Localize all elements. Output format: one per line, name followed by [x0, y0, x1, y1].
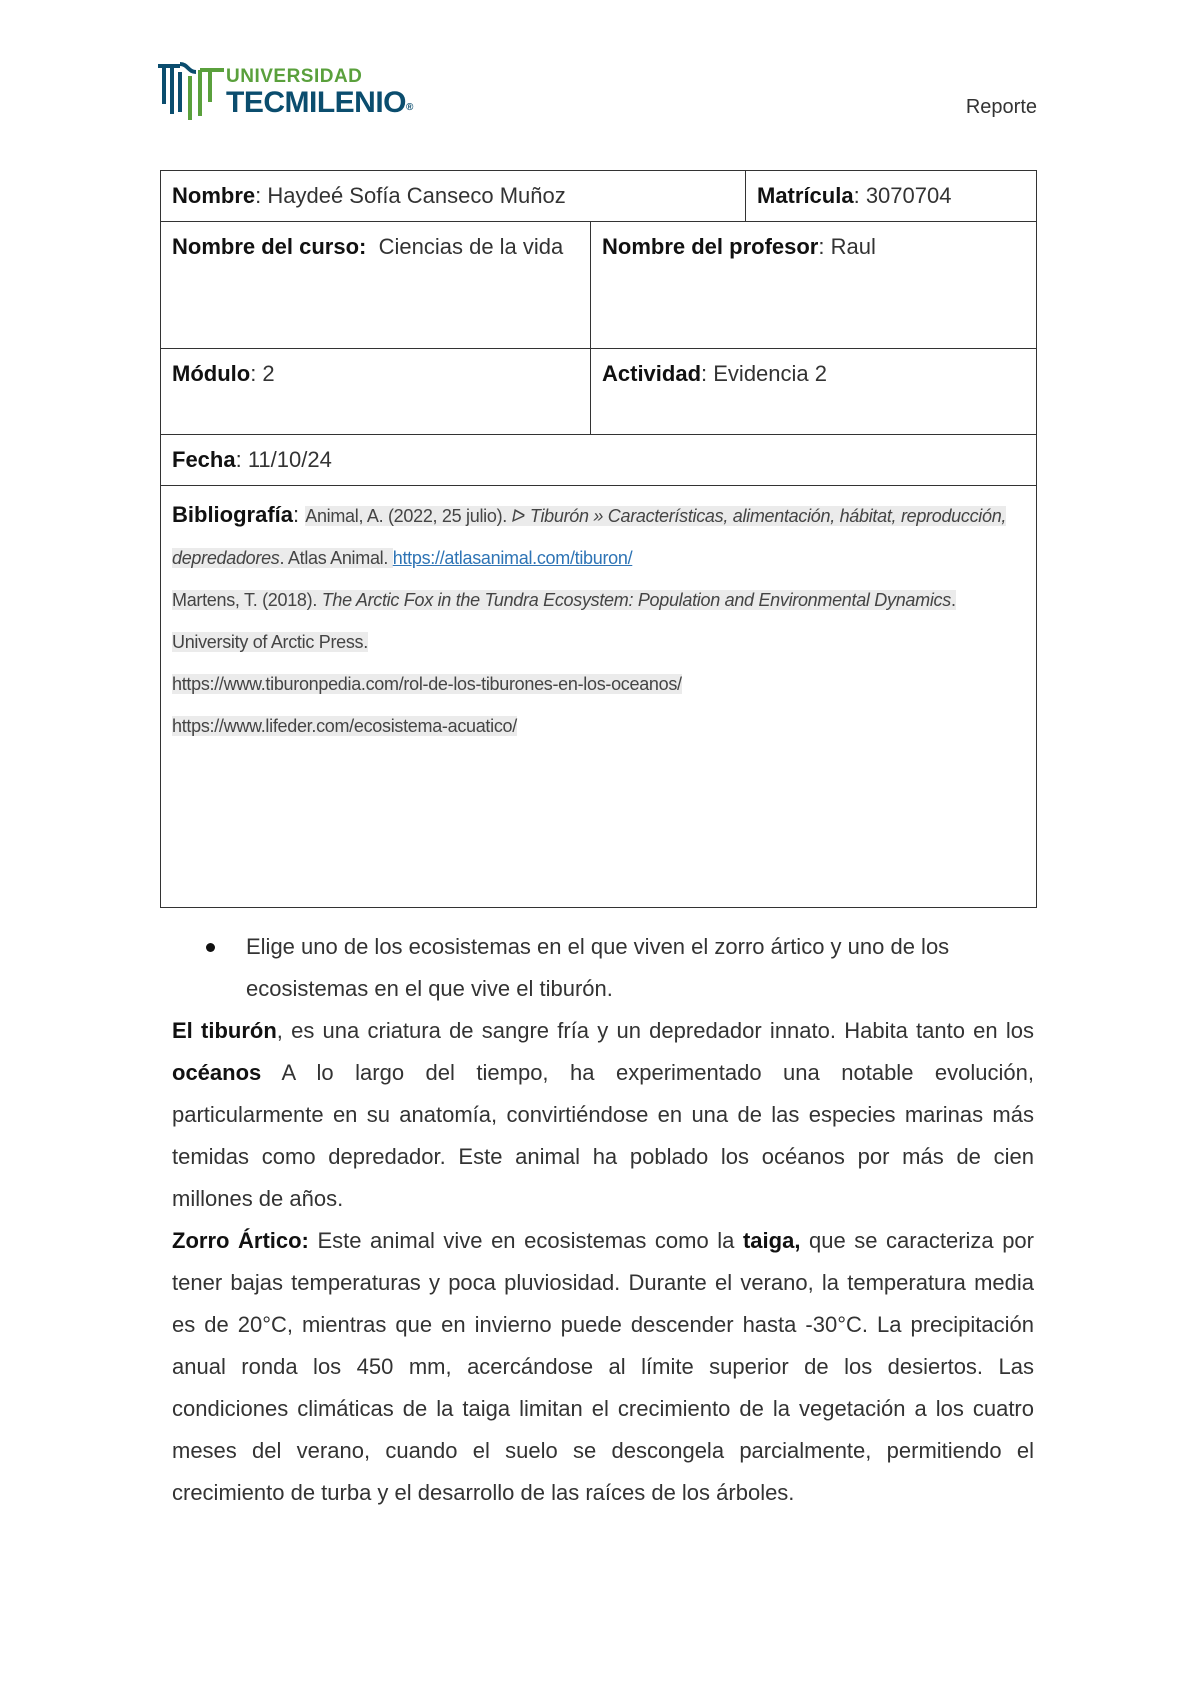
- student-info-table: [160, 170, 1037, 908]
- nombre-label: Nombre: [172, 183, 256, 208]
- tecmilenio-emblem-icon: [158, 62, 224, 126]
- actividad-label: Actividad: [602, 361, 702, 386]
- university-logo: [158, 62, 448, 126]
- nombre-value: : Haydeé Sofía Canseco Muñoz: [255, 183, 566, 208]
- bibliografia-cell: [161, 486, 1037, 908]
- fox-text-2: que se caracteriza por tener bajas temperaturas y poca pluviosidad. Durante el verano, la temperatura media es de 20°C, mientras que en invierno puede descender hasta -30°C. La precipitación anual ronda los 450 mm, acercándose al límite superior de los desiertos. Las condiciones climáticas de la taiga limitan el crecimiento de la vegetación a los cuatro meses del verano, cuando el suelo se descongela parcialmente, permitiendo el crecimiento de turba y el desarrollo de las raíces de los árboles.: [172, 1228, 1034, 1505]
- fecha-cell: [161, 435, 1037, 486]
- curso-cell: [161, 222, 591, 349]
- ref2-title: The Arctic Fox in the Tundra Ecosystem: Population and Environmental Dynamics: [321, 590, 951, 610]
- fecha-label: Fecha: [172, 447, 236, 472]
- shark-paragraph: [172, 1010, 1034, 1220]
- fox-paragraph: [172, 1220, 1034, 1514]
- registered-mark: ®: [406, 102, 413, 113]
- profesor-label: Nombre del profesor: [602, 234, 819, 259]
- oceans-term: océanos: [172, 1060, 262, 1085]
- ref4-url[interactable]: https://www.lifeder.com/ecosistema-acuatico/: [172, 716, 517, 736]
- shark-text-2: A lo largo del tiempo, ha experimentado una notable evolución, particularmente en su anatomía, convirtiéndose en una de las especies marinas más temidas como depredador. Este animal ha poblado los océanos por más de cien millones de años.: [172, 1060, 1034, 1211]
- fox-heading: Zorro Ártico:: [172, 1228, 309, 1253]
- logo-brand-name: TECMILENIO: [226, 86, 406, 119]
- modulo-value: : 2: [250, 361, 275, 386]
- taiga-term: taiga,: [742, 1228, 801, 1253]
- document-type: Reporte: [965, 96, 1037, 118]
- actividad-value: : Evidencia 2: [701, 361, 827, 386]
- curso-value: Ciencias de la vida: [366, 234, 564, 259]
- ref1-title: ᐅ Tiburón » Características, alimentación, hábitat, reproducción, depredadores: [172, 506, 1007, 568]
- ref3-url[interactable]: https://www.tiburonpedia.com/rol-de-los-tiburones-en-los-oceanos/: [172, 674, 682, 694]
- shark-text-1: , es una criatura de sangre fría y un depredador innato. Habita tanto en los: [276, 1018, 1034, 1043]
- ref1-authors: Animal, A. (2022, 25 julio).: [305, 506, 512, 526]
- bibliografia-label: Bibliografía: [172, 502, 294, 527]
- profesor-cell: [591, 222, 1037, 349]
- ref2-authors: Martens, T. (2018).: [172, 590, 322, 610]
- actividad-cell: [591, 349, 1037, 435]
- ref1-link[interactable]: https://atlasanimal.com/tiburon/: [392, 548, 633, 568]
- ref2-publisher: . University of Arctic Press.: [172, 590, 956, 652]
- instruction-bullet: [172, 926, 1034, 1010]
- matricula-value: : 3070704: [853, 183, 952, 208]
- modulo-label: Módulo: [172, 361, 251, 386]
- curso-label: Nombre del curso:: [172, 234, 367, 259]
- modulo-cell: [161, 349, 591, 435]
- nombre-cell: [161, 171, 746, 222]
- fox-text-1: Este animal vive en ecosistemas como la: [308, 1228, 743, 1253]
- matricula-cell: [746, 171, 1037, 222]
- matricula-label: Matrícula: [757, 183, 854, 208]
- shark-heading: El tiburón: [172, 1018, 277, 1043]
- fecha-value: : 11/10/24: [235, 447, 332, 472]
- instruction-text: Elige uno de los ecosistemas en el que viven el zorro ártico y uno de los ecosistemas en el que vive el tiburón.: [246, 934, 950, 1001]
- bibliografia-colon: :: [293, 502, 306, 527]
- bullet-icon: [206, 943, 215, 952]
- report-body: [172, 926, 1034, 1514]
- ref1-publisher: . Atlas Animal.: [279, 548, 393, 568]
- logo-brand-text: [226, 86, 413, 120]
- profesor-value: : Raul: [818, 234, 876, 259]
- logo-university-text: UNIVERSIDAD: [226, 66, 363, 87]
- bibliografia-block: [172, 490, 1025, 747]
